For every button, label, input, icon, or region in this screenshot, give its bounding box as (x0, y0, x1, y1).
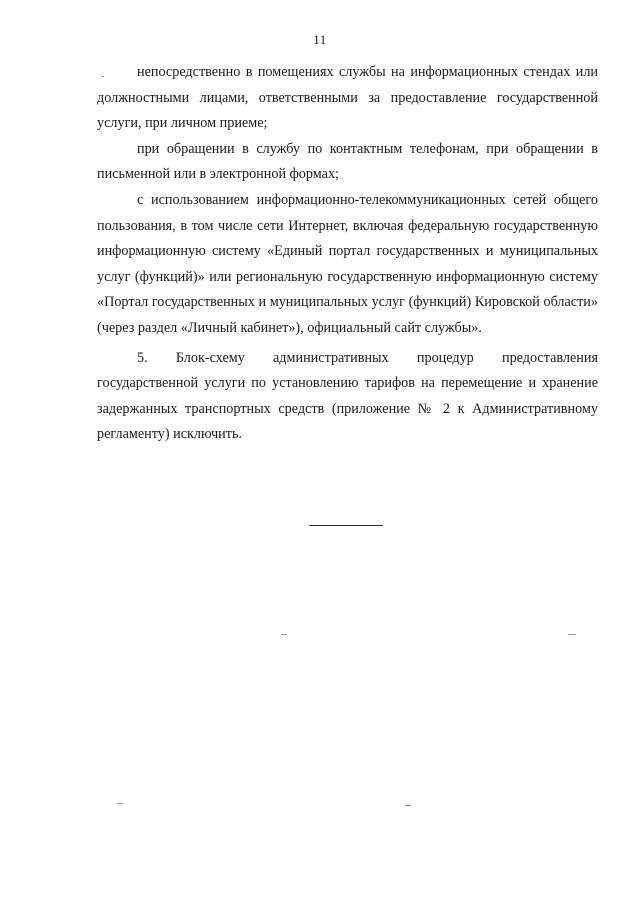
paragraph-phone-written: при обращении в службу по контактным телефонам, при обращении в письменной или в электронной формах; (97, 140, 598, 183)
document-body (97, 60, 598, 448)
paragraph-info-stands: непосредственно в помещениях службы на информационных стендах или должностными лицами, ответственными за предоставление государственной услуги, при личном приеме; (97, 64, 598, 132)
page-number: 11 (313, 32, 327, 47)
paragraph-internet-portal: с использованием информационно-телекоммуникационных сетей общего пользования, в том числе сети Интернет, включая федеральную государственную информационную систему «Единый портал государственных и муниципальных услуг (функций)» или региональную государственную информационную систему «Портал государственных и муниципальных услуг (функций) Кировской области» (через раздел «Личный кабинет»), официальный сайт службы». (97, 191, 598, 336)
scan-mark (405, 805, 411, 806)
scan-mark (117, 803, 123, 804)
paragraph-item-5: 5. Блок-схему административных процедур предоставления государственной услуги по установлению тарифов на перемещение и хранение задержанных транспортных средств (приложение № 2 к Административному регламенту) исключить. (97, 349, 598, 443)
scan-mark (568, 634, 576, 635)
scan-mark (281, 634, 287, 635)
end-separator-line (309, 525, 383, 526)
scan-mark (102, 76, 104, 77)
